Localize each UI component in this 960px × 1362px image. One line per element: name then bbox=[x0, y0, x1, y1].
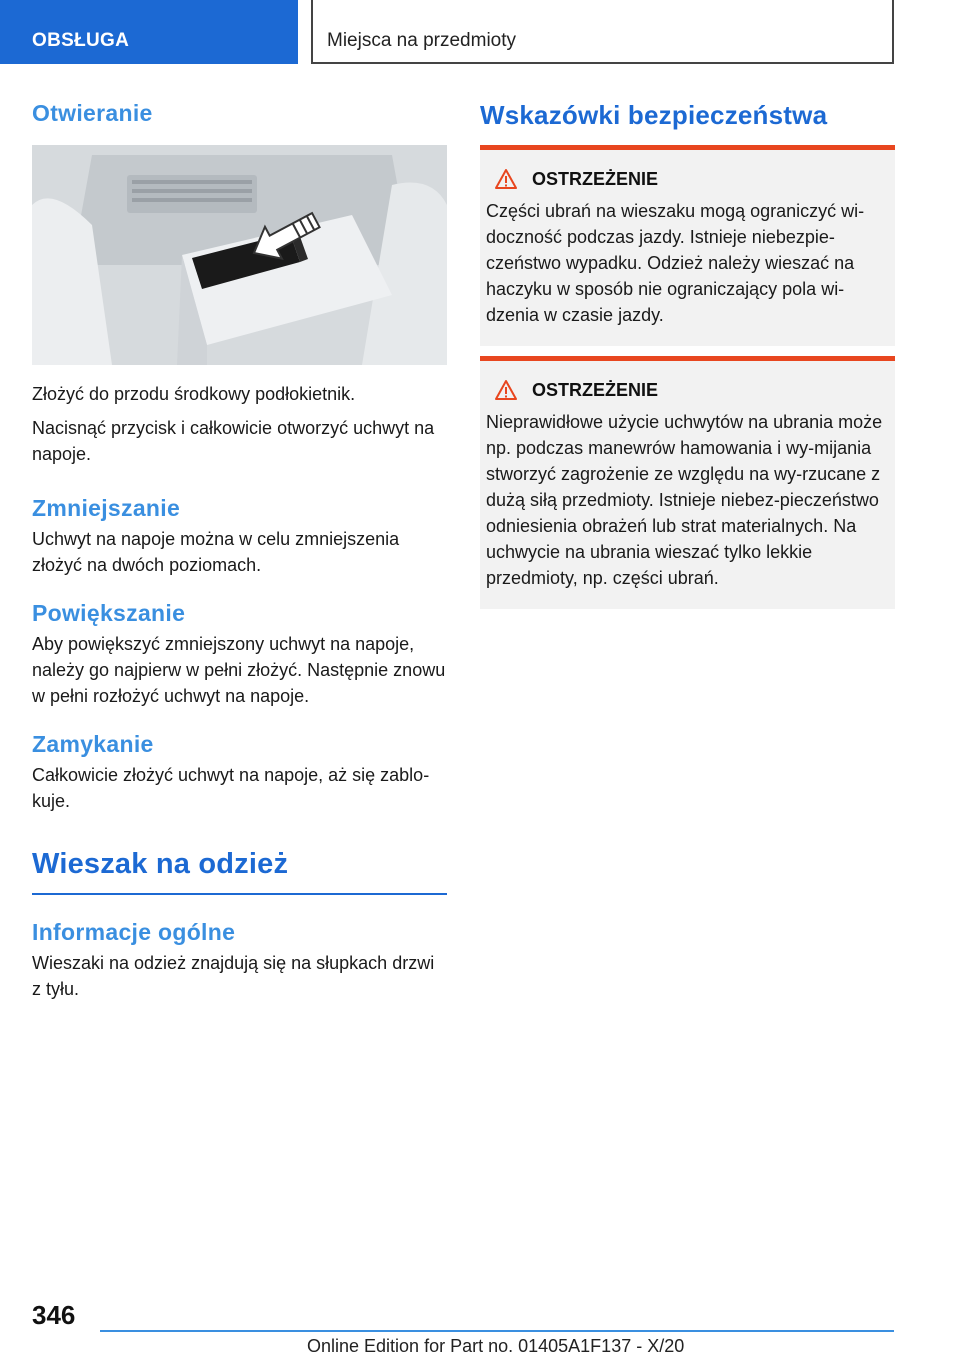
warning-text: Nieprawidłowe użycie uchwytów na ubrania może np. podczas manewrów hamowania i wy-mijania stworzyć zagrożenie ze względu na wy-rzucane z dużą siłą przedmioty. Istnieje niebez-pieczeństwo odniesienia obrażeń lub strat materialnych. Na uchwycie na ubrania wieszać tylko lekkie przedmioty, np. części ubrań. bbox=[486, 412, 883, 588]
paragraph: Aby powiększyć zmniejszony uchwyt na napoje, należy go najpierw w pełni złożyć. Następnie znowu w pełni rozłożyć uchwyt na napoje. bbox=[32, 634, 446, 706]
warning-label: OSTRZEŻENIE bbox=[532, 379, 659, 400]
armrest-photo bbox=[32, 145, 447, 365]
paragraph: Nacisnąć przycisk i całkowicie otworzyć uchwyt na napoje. bbox=[32, 418, 435, 464]
warning-triangle-icon bbox=[494, 379, 518, 401]
heading-zamykanie: Zamykanie bbox=[32, 731, 154, 757]
left-column bbox=[32, 100, 447, 1002]
heading-informacje: Informacje ogólne bbox=[32, 919, 236, 945]
footer-rule bbox=[100, 1330, 894, 1332]
warning-text: Części ubrań na wieszaku mogą ograniczyć wi-doczność podczas jazdy. Istnieje niebezpie-czeństwo wypadku. Odzież należy wieszać na haczyku w sposób nie ograniczający pola wi-dzenia w czasie jazdy. bbox=[486, 201, 865, 325]
chapter-title: Miejsca na przedmioty bbox=[311, 0, 894, 64]
paragraph: Uchwyt na napoje można w celu zmniejszenia złożyć na dwóch poziomach. bbox=[32, 529, 400, 575]
paragraph: Całkowicie złożyć uchwyt na napoje, aż się zablo-kuje. bbox=[32, 765, 430, 811]
heading-zmniejszanie: Zmniejszanie bbox=[32, 495, 181, 521]
page-number: 346 bbox=[32, 1300, 76, 1330]
paragraph: Wieszaki na odzież znajdują się na słupkach drzwi z tyłu. bbox=[32, 953, 435, 999]
warning-box bbox=[480, 356, 895, 609]
heading-powiekszanie: Powiększanie bbox=[32, 600, 186, 626]
warning-triangle-icon bbox=[494, 168, 518, 190]
heading-wieszak: Wieszak na odzież bbox=[32, 848, 289, 880]
right-column bbox=[480, 100, 895, 609]
footer-edition: Online Edition for Part no. 01405A1F137 - X/20 bbox=[307, 1336, 685, 1356]
warning-box bbox=[480, 145, 895, 346]
heading-otwieranie: Otwieranie bbox=[32, 100, 153, 126]
armrest-illustration bbox=[32, 145, 447, 365]
section-rule bbox=[32, 893, 447, 895]
heading-wskazowki: Wskazówki bezpieczeństwa bbox=[480, 100, 828, 130]
section-tab: OBSŁUGA bbox=[0, 0, 298, 64]
warning-label: OSTRZEŻENIE bbox=[532, 168, 659, 189]
warning-title bbox=[494, 168, 887, 190]
paragraph: Złożyć do przodu środkowy podłokietnik. bbox=[32, 384, 356, 404]
warning-title bbox=[494, 379, 887, 401]
